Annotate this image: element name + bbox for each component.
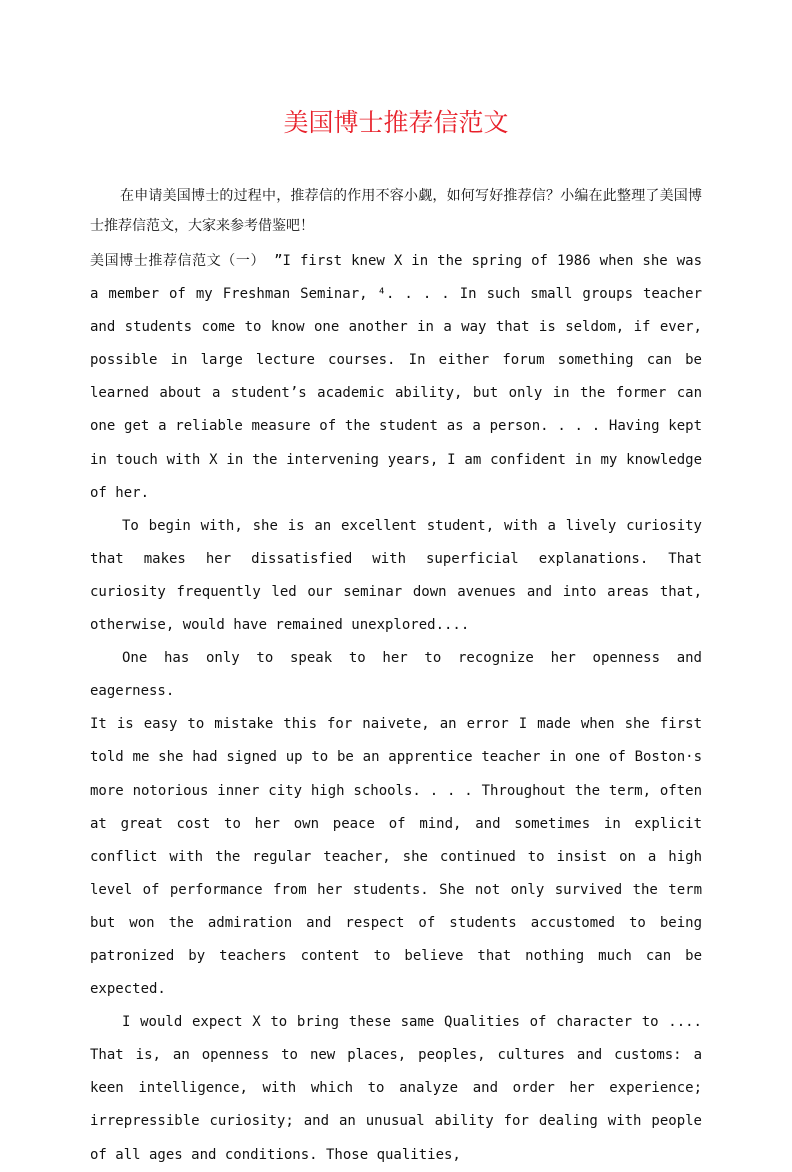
letter-paragraph-4: It is easy to mistake this for naivete, an error I made when she first told me she had signed up to be an apprentice teacher in one of Boston·s more notorious inner city high schools. . . . Throughout the term, often at great cost to her own peace of mind, and sometimes in explicit conflict with the regular teacher, she continued to insist on a high level of performance from her students. She not only survived the term but won the admiration and respect of students accustomed to being patronized by teachers content to believe that nothing much can be expected. <box>90 716 702 998</box>
sample-heading: 美国博士推荐信范文（一） <box>90 253 266 269</box>
letter-paragraph-1-text: ”I first knew X in the spring of 1986 when she was a member of my Freshman Seminar, ⁴. . . . In such small groups teacher and students come to know one another in a way that is seldom, if ever, possible in large lecture courses. In either forum something can be learned about a student’s academic ability, but only in the former can one get a reliable measure of the student as a person. . . . Having kept in touch with X in the intervening years, I am confident in my knowledge of her. <box>90 253 703 501</box>
intro-paragraph: 在申请美国博士的过程中，推荐信的作用不容小觑，如何写好推荐信？小编在此整理了美国博士推荐信范文，大家来参考借鉴吧！ <box>90 188 702 234</box>
letter-paragraph-5: I would expect X to bring these same Qualities of character to .... That is, an openness to new places, peoples, cultures and customs: a keen intelligence, with which to analyze and order her experience; irrepressible curiosity; and an unusual ability for dealing with people of all ages and conditions. Those qualities, <box>90 1014 702 1163</box>
document-title: 美国博士推荐信范文 <box>283 108 509 137</box>
letter-paragraph-1 <box>90 245 702 510</box>
letter-paragraph-3: One has only to speak to her to recognize her openness and eagerness. <box>90 650 702 700</box>
letter-paragraph-2: To begin with, she is an excellent student, with a lively curiosity that makes her dissatisfied with superficial explanations. That curiosity frequently led our seminar down avenues and into areas that, otherwise, would have remained unexplored.... <box>90 517 702 634</box>
letter-body <box>90 245 702 1172</box>
